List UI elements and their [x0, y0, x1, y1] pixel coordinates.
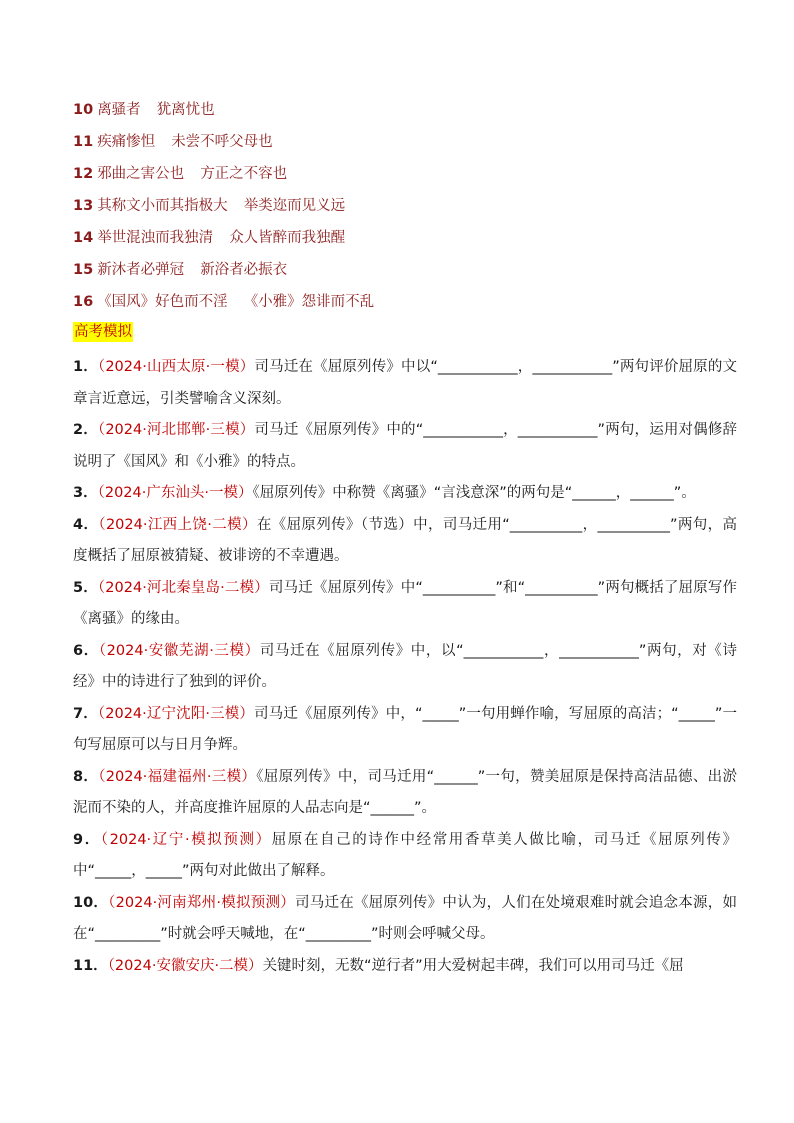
- answer-second-line: 新浴者必振衣: [200, 262, 288, 278]
- question-number: 3．: [73, 485, 98, 501]
- answer-line: [73, 98, 733, 130]
- answer-second-line: 方正之不容也: [200, 166, 288, 182]
- answer-list: [73, 98, 733, 322]
- answer-line: [73, 258, 733, 290]
- answer-number: 12: [73, 166, 94, 182]
- question-source: （2024·河北邯郸·三模）: [97, 422, 255, 438]
- question-text: 司马迁《屈原列传》中“__________”和“__________”两句概括了屈原写作《离骚》的缘由。: [73, 579, 737, 627]
- question-item: [73, 510, 737, 573]
- answer-number: 15: [73, 262, 94, 278]
- answer-number: 14: [73, 230, 94, 246]
- answer-line: [73, 162, 733, 194]
- question-text: 屈原在自己的诗作中经常用香草美人做比喻，司马迁《屈原列传》中“_____，_____”两句对此做出了解释。: [73, 831, 738, 879]
- answer-first-line: 离骚者: [97, 102, 141, 118]
- question-source: （2024·江西上饶·二模）: [98, 516, 257, 533]
- answer-line: [73, 226, 733, 258]
- answer-first-line: 新沐者必弹冠: [97, 262, 185, 278]
- answer-line: [73, 130, 733, 162]
- question-text: 关键时刻，无数“逆行者”用大爱树起丰碑，我们可以用司马迁《屈: [262, 957, 684, 974]
- answer-second-line: 举类迩而见义远: [243, 198, 346, 214]
- question-text: 司马迁《屈原列传》中的“___________，___________”两句，运用对偶修辞说明了《国风》和《小雅》的特点。: [73, 422, 738, 470]
- question-source: （2024·辽宁沈阳·三模）: [97, 705, 255, 722]
- question-item: [73, 573, 737, 636]
- question-number: 1．: [73, 359, 98, 375]
- question-source: （2024·河北秦皇岛·二模）: [97, 579, 269, 596]
- answer-number: 11: [73, 134, 94, 150]
- answer-first-line: 其称文小而其指极大: [97, 198, 228, 214]
- question-source: （2024·山西太原·一模）: [97, 359, 255, 375]
- question-source: （2024·安徽芜湖·三模）: [98, 642, 260, 659]
- answer-second-line: 未尝不呼父母也: [171, 134, 273, 150]
- question-item: [73, 415, 737, 478]
- answer-first-line: 邪曲之害公也: [97, 166, 185, 182]
- question-number: 6．: [73, 642, 99, 659]
- question-source: （2024·福建福州·三模）: [98, 768, 257, 785]
- answer-second-line: 众人皆醉而我独醒: [229, 230, 346, 246]
- answer-number: 13: [73, 198, 94, 214]
- question-number: 4．: [73, 516, 99, 533]
- question-item: [73, 352, 737, 415]
- answer-number: 16: [73, 294, 94, 310]
- question-item: [73, 762, 737, 825]
- question-item: [73, 636, 737, 699]
- question-source: （2024·河南郑州·模拟预测）: [108, 894, 295, 911]
- question-text: 司马迁《屈原列传》中，“_____”一句用蝉作喻，写屈原的高洁；“_____”一句写屈原可以与日月争辉。: [73, 705, 738, 753]
- question-text: 《屈原列传》中，司马迁用“______”一句，赞美屈原是保持高洁品德、出淤泥而不染的人，并高度推许屈原的人品志向是“______”。: [73, 768, 737, 816]
- answer-line: [73, 194, 733, 226]
- answer-first-line: 疾痛惨怛: [97, 134, 156, 150]
- question-source: （2024·辽宁·模拟预测）: [100, 831, 272, 848]
- question-item: [73, 699, 737, 762]
- question-number: 8．: [73, 768, 99, 785]
- answer-first-line: 举世混浊而我独清: [97, 230, 214, 246]
- answer-line: [73, 290, 733, 322]
- question-number: 2．: [73, 422, 98, 438]
- answer-first-line: 《国风》好色而不淫: [97, 294, 228, 310]
- question-number: 7．: [73, 705, 98, 722]
- question-text: 在《屈原列传》（节选）中，司马迁用“__________，__________”两句，高度概括了屈原被猜疑、被诽谤的不幸遭遇。: [73, 516, 737, 564]
- answer-second-line: 《小雅》怨诽而不乱: [243, 294, 375, 310]
- section-heading: 高考模拟: [74, 324, 132, 340]
- question-item: [73, 825, 737, 888]
- question-text: 司马迁在《屈原列传》中，以“___________，___________”两句，对《诗经》中的诗进行了独到的评价。: [73, 642, 737, 690]
- answer-number: 10: [73, 102, 94, 118]
- question-text: 《屈原列传》中称赞《离骚》“言浅意深”的两句是“______，______”。: [252, 485, 696, 501]
- question-number: 5．: [73, 579, 98, 596]
- answer-second-line: 犹离忧也: [156, 102, 215, 118]
- question-text: 司马迁在《屈原列传》中认为，人们在处境艰难时就会追念本源，如在“_________”时就会呼天喊地，在“_________”时则会呼喊父母。: [73, 894, 738, 942]
- question-text: 司马迁在《屈原列传》中以“___________，___________”两句评价屈原的文章言近意远，引类譬喻含义深刻。: [73, 359, 738, 407]
- question-source: （2024·广东汕头·一模）: [97, 485, 253, 501]
- question-number: 11．: [73, 957, 108, 974]
- question-item: [73, 478, 737, 510]
- question-source: （2024·安徽安庆·二模）: [107, 957, 263, 974]
- question-item: [73, 951, 737, 983]
- question-number: 9．: [73, 831, 101, 848]
- question-item: [73, 888, 737, 951]
- question-number: 10．: [73, 894, 109, 911]
- question-list: [73, 352, 737, 982]
